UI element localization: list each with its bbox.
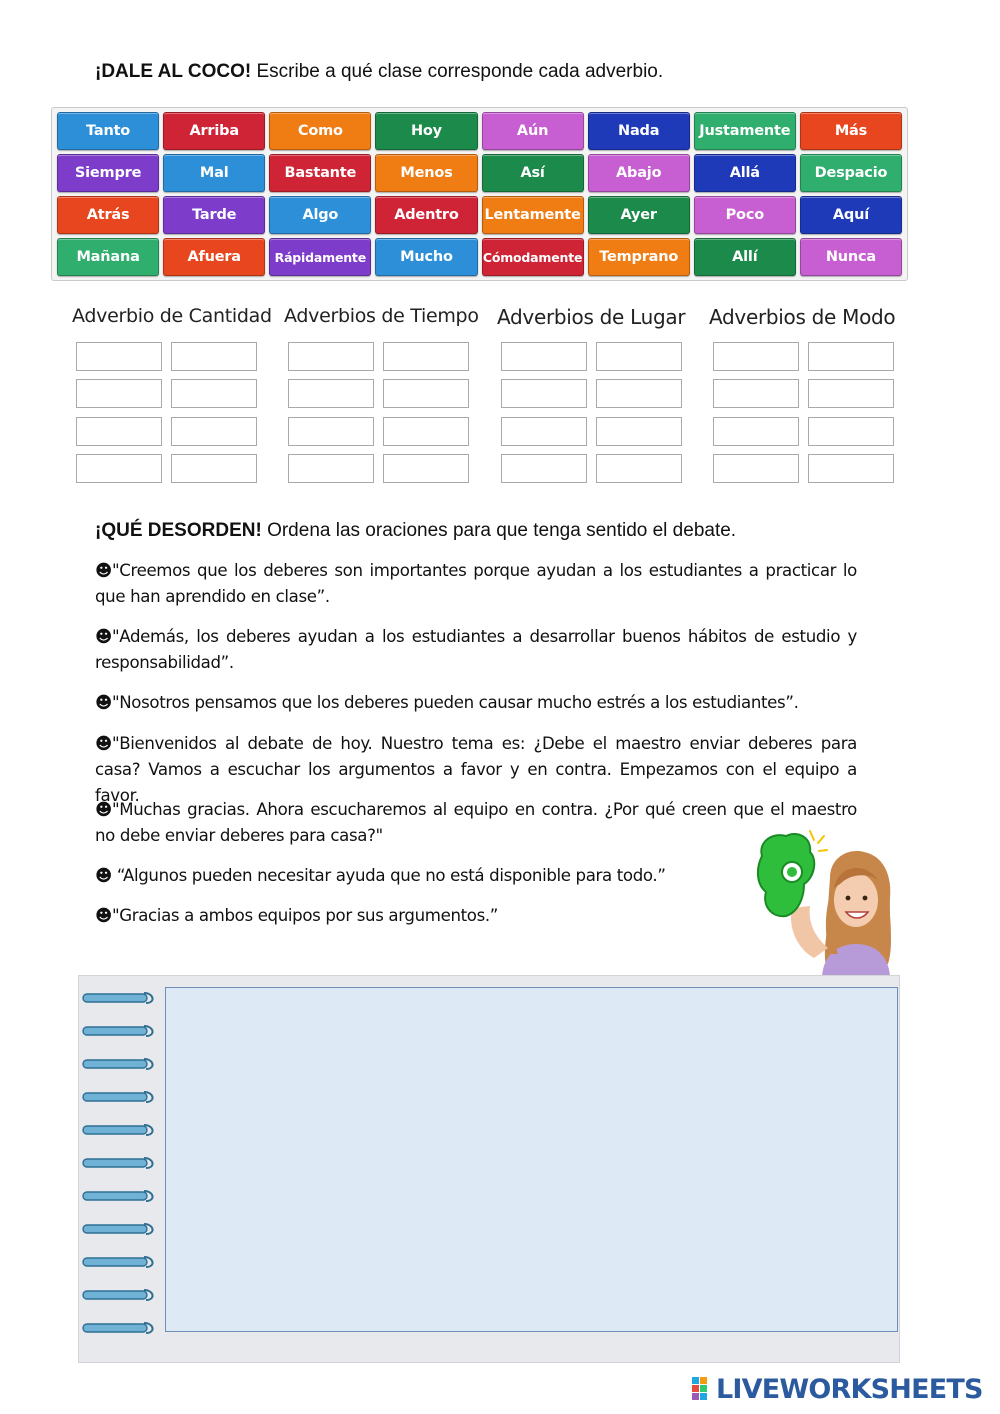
smiley-bullet-icon: ☻	[95, 561, 112, 580]
debate-sentence[interactable]	[95, 797, 857, 849]
smiley-bullet-icon: ☻	[95, 866, 112, 885]
answer-input[interactable]	[171, 454, 257, 483]
answer-input[interactable]	[288, 379, 374, 408]
smiley-bullet-icon: ☻	[95, 734, 112, 753]
adverb-tile[interactable]: Atrás	[57, 196, 159, 234]
answer-input[interactable]	[501, 454, 587, 483]
answer-input[interactable]	[288, 417, 374, 446]
sentence-text: "Nosotros pensamos que los deberes pueden causar mucho estrés a los estudiantes”.	[111, 693, 799, 712]
adverb-tile[interactable]: Más	[800, 112, 902, 150]
adverb-tile[interactable]: Siempre	[57, 154, 159, 192]
adverb-tile[interactable]: Lentamente	[482, 196, 584, 234]
avatar-with-foam-finger-icon	[752, 826, 902, 976]
answer-input[interactable]	[288, 454, 374, 483]
adverb-tile[interactable]: Allí	[694, 238, 796, 276]
debate-sentence[interactable]	[95, 690, 857, 716]
liveworksheets-logo-icon	[692, 1377, 716, 1403]
sentence-text: "Muchas gracias. Ahora escucharemos al equipo en contra. ¿Por qué creen que el maestro no debe enviar deberes para casa?"	[95, 800, 857, 845]
answer-input[interactable]	[76, 379, 162, 408]
answer-input[interactable]	[713, 379, 799, 408]
answer-input[interactable]	[713, 342, 799, 371]
spiral-ring-icon	[82, 1188, 158, 1204]
adverb-tile[interactable]: Menos	[375, 154, 477, 192]
section1-title	[95, 61, 663, 83]
adverb-tile[interactable]: Aquí	[800, 196, 902, 234]
adverb-tile[interactable]: Tarde	[163, 196, 265, 234]
answer-input[interactable]	[383, 454, 469, 483]
debate-sentence[interactable]	[95, 558, 857, 610]
adverb-tile[interactable]: Afuera	[163, 238, 265, 276]
adverb-tile[interactable]: Temprano	[588, 238, 690, 276]
debate-sentence[interactable]	[95, 863, 735, 889]
answer-input[interactable]	[171, 417, 257, 446]
debate-sentence[interactable]	[95, 903, 735, 929]
smiley-bullet-icon: ☻	[95, 800, 112, 819]
adverb-tile[interactable]: Así	[482, 154, 584, 192]
adverb-tile[interactable]: Mañana	[57, 238, 159, 276]
adverb-tile[interactable]: Hoy	[375, 112, 477, 150]
adverb-tile[interactable]: Mal	[163, 154, 265, 192]
answer-input[interactable]	[596, 379, 682, 408]
section1-title-bold: ¡DALE AL COCO!	[95, 61, 252, 82]
answer-input[interactable]	[808, 379, 894, 408]
answer-input[interactable]	[596, 417, 682, 446]
adverb-tile[interactable]: Nunca	[800, 238, 902, 276]
adverb-tile[interactable]: Tanto	[57, 112, 159, 150]
answer-input[interactable]	[501, 417, 587, 446]
adverb-tile[interactable]: Adentro	[375, 196, 477, 234]
answer-input[interactable]	[808, 417, 894, 446]
answer-input[interactable]	[171, 342, 257, 371]
adverb-tile[interactable]: Allá	[694, 154, 796, 192]
adverb-tile[interactable]: Arriba	[163, 112, 265, 150]
section2-title-bold: ¡QUÉ DESORDEN!	[95, 520, 262, 541]
spiral-ring-icon	[82, 1056, 158, 1072]
answer-input[interactable]	[288, 342, 374, 371]
debate-sentence[interactable]	[95, 624, 857, 676]
spiral-ring-icon	[82, 990, 158, 1006]
smiley-bullet-icon: ☻	[95, 693, 112, 712]
adverb-tile[interactable]: Como	[269, 112, 371, 150]
answer-input[interactable]	[76, 454, 162, 483]
sentence-text: “Algunos pueden necesitar ayuda que no está disponible para todo.”	[111, 866, 666, 885]
spiral-ring-icon	[82, 1089, 158, 1105]
spiral-ring-icon	[82, 1221, 158, 1237]
sentence-text: "Gracias a ambos equipos por sus argumentos.”	[111, 906, 499, 925]
answer-input[interactable]	[501, 379, 587, 408]
smiley-bullet-icon: ☻	[95, 627, 112, 646]
adverb-tile[interactable]: Cómodamente	[482, 238, 584, 276]
answer-input[interactable]	[596, 342, 682, 371]
adverb-tile[interactable]: Nada	[588, 112, 690, 150]
answer-input[interactable]	[596, 454, 682, 483]
sentence-text: "Creemos que los deberes son importantes porque ayudan a los estudiantes a practicar lo que han aprendido en clase”.	[95, 561, 857, 606]
category-title-tiempo: Adverbios de Tiempo	[284, 305, 479, 327]
answer-input[interactable]	[713, 454, 799, 483]
answer-input[interactable]	[713, 417, 799, 446]
section2-title-rest: Ordena las oraciones para que tenga sentido el debate.	[261, 520, 737, 541]
adverb-tile[interactable]: Abajo	[588, 154, 690, 192]
sentence-text: "Bienvenidos al debate de hoy. Nuestro tema es: ¿Debe el maestro enviar deberes para casa? Vamos a escuchar los argumentos a favor y en contra. Empezamos con el equipo a favor.	[95, 734, 857, 805]
section2-title	[95, 520, 736, 542]
category-title-modo: Adverbios de Modo	[709, 305, 896, 329]
answer-input[interactable]	[808, 342, 894, 371]
adverb-tile[interactable]: Poco	[694, 196, 796, 234]
spiral-ring-icon	[82, 1023, 158, 1039]
answer-writing-area[interactable]	[165, 987, 898, 1332]
adverb-tile[interactable]: Despacio	[800, 154, 902, 192]
answer-input[interactable]	[501, 342, 587, 371]
spiral-ring-icon	[82, 1122, 158, 1138]
adverb-tile[interactable]: Ayer	[588, 196, 690, 234]
answer-input[interactable]	[808, 454, 894, 483]
category-title-lugar: Adverbios de Lugar	[497, 305, 686, 329]
adverb-tile[interactable]: Rápidamente	[269, 238, 371, 276]
answer-input[interactable]	[383, 342, 469, 371]
adverb-tile[interactable]: Aún	[482, 112, 584, 150]
answer-input[interactable]	[76, 342, 162, 371]
adverb-tile-grid	[51, 107, 908, 281]
section1-title-rest: Escribe a qué clase corresponde cada adverbio.	[251, 61, 664, 82]
spiral-ring-icon	[82, 1254, 158, 1270]
answer-input[interactable]	[383, 417, 469, 446]
answer-input[interactable]	[383, 379, 469, 408]
liveworksheets-logo	[692, 1374, 983, 1405]
answer-input[interactable]	[171, 379, 257, 408]
sentence-text: "Además, los deberes ayudan a los estudiantes a desarrollar buenos hábitos de estudio y responsabilidad”.	[95, 627, 857, 672]
logo-text: LIVEWORKSHEETS	[716, 1374, 983, 1405]
spiral-ring-icon	[82, 1287, 158, 1303]
spiral-ring-icon	[82, 1320, 158, 1336]
spiral-ring-icon	[82, 1155, 158, 1171]
category-title-cantidad: Adverbio de Cantidad	[72, 305, 272, 327]
adverb-tile[interactable]: Algo	[269, 196, 371, 234]
adverb-tile[interactable]: Mucho	[375, 238, 477, 276]
adverb-tile[interactable]: Justamente	[694, 112, 796, 150]
adverb-tile[interactable]: Bastante	[269, 154, 371, 192]
smiley-bullet-icon: ☻	[95, 906, 112, 925]
answer-input[interactable]	[76, 417, 162, 446]
